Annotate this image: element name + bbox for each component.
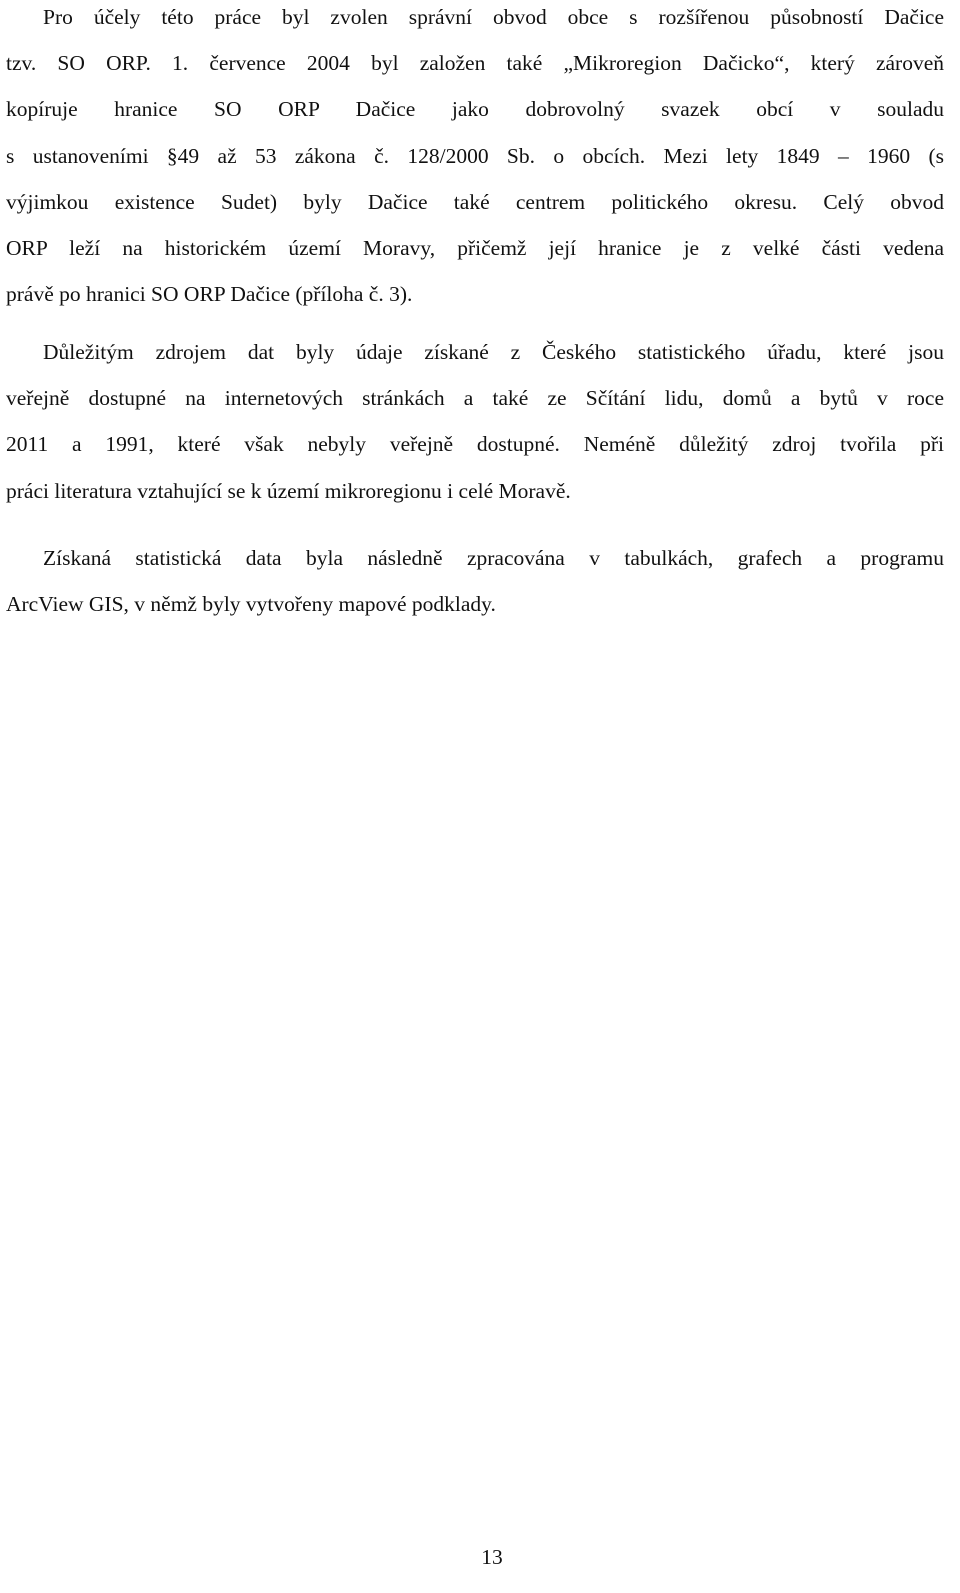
text-line: tzv. SO ORP. 1. července 2004 byl založen také „Mikroregion Dačicko“, který zároveň (6, 51, 944, 76)
paragraph-processing (6, 535, 944, 627)
text-line: Pro účely této práce byl zvolen správní obvod obce s rozšířenou působností Dačice (43, 5, 944, 29)
page-number: 13 (481, 1545, 503, 1569)
text-line: práci literatura vztahující se k území mikroregionu i celé Moravě. (6, 478, 571, 503)
text-line: ArcView GIS, v němž byly vytvořeny mapové podklady. (6, 592, 496, 617)
text-line: veřejně dostupné na internetových stránkách a také ze Sčítání lidu, domů a bytů v roce (6, 386, 944, 411)
text-line: Získaná statistická data byla následně zpracována v tabulkách, grafech a programu (43, 546, 944, 570)
paragraph-data-sources (6, 329, 944, 514)
text-line: s ustanoveními §49 až 53 zákona č. 128/2000 Sb. o obcích. Mezi lety 1849 – 1960 (s (6, 143, 944, 168)
text-line: ORP leží na historickém území Moravy, přičemž její hranice je z velké části vedena (6, 236, 944, 261)
text-line: Důležitým zdrojem dat byly údaje získané z Českého statistického úřadu, které jsou (43, 340, 944, 364)
text-line: právě po hranici SO ORP Dačice (příloha č. 3). (6, 282, 413, 307)
text-line: kopíruje hranice SO ORP Dačice jako dobrovolný svazek obcí v souladu (6, 97, 944, 122)
text-line: 2011 a 1991, které však nebyly veřejně dostupné. Neméně důležitý zdroj tvořila při (6, 432, 944, 457)
paragraph-study-area (6, 0, 944, 317)
text-line: výjimkou existence Sudet) byly Dačice také centrem politického okresu. Celý obvod (6, 189, 944, 214)
